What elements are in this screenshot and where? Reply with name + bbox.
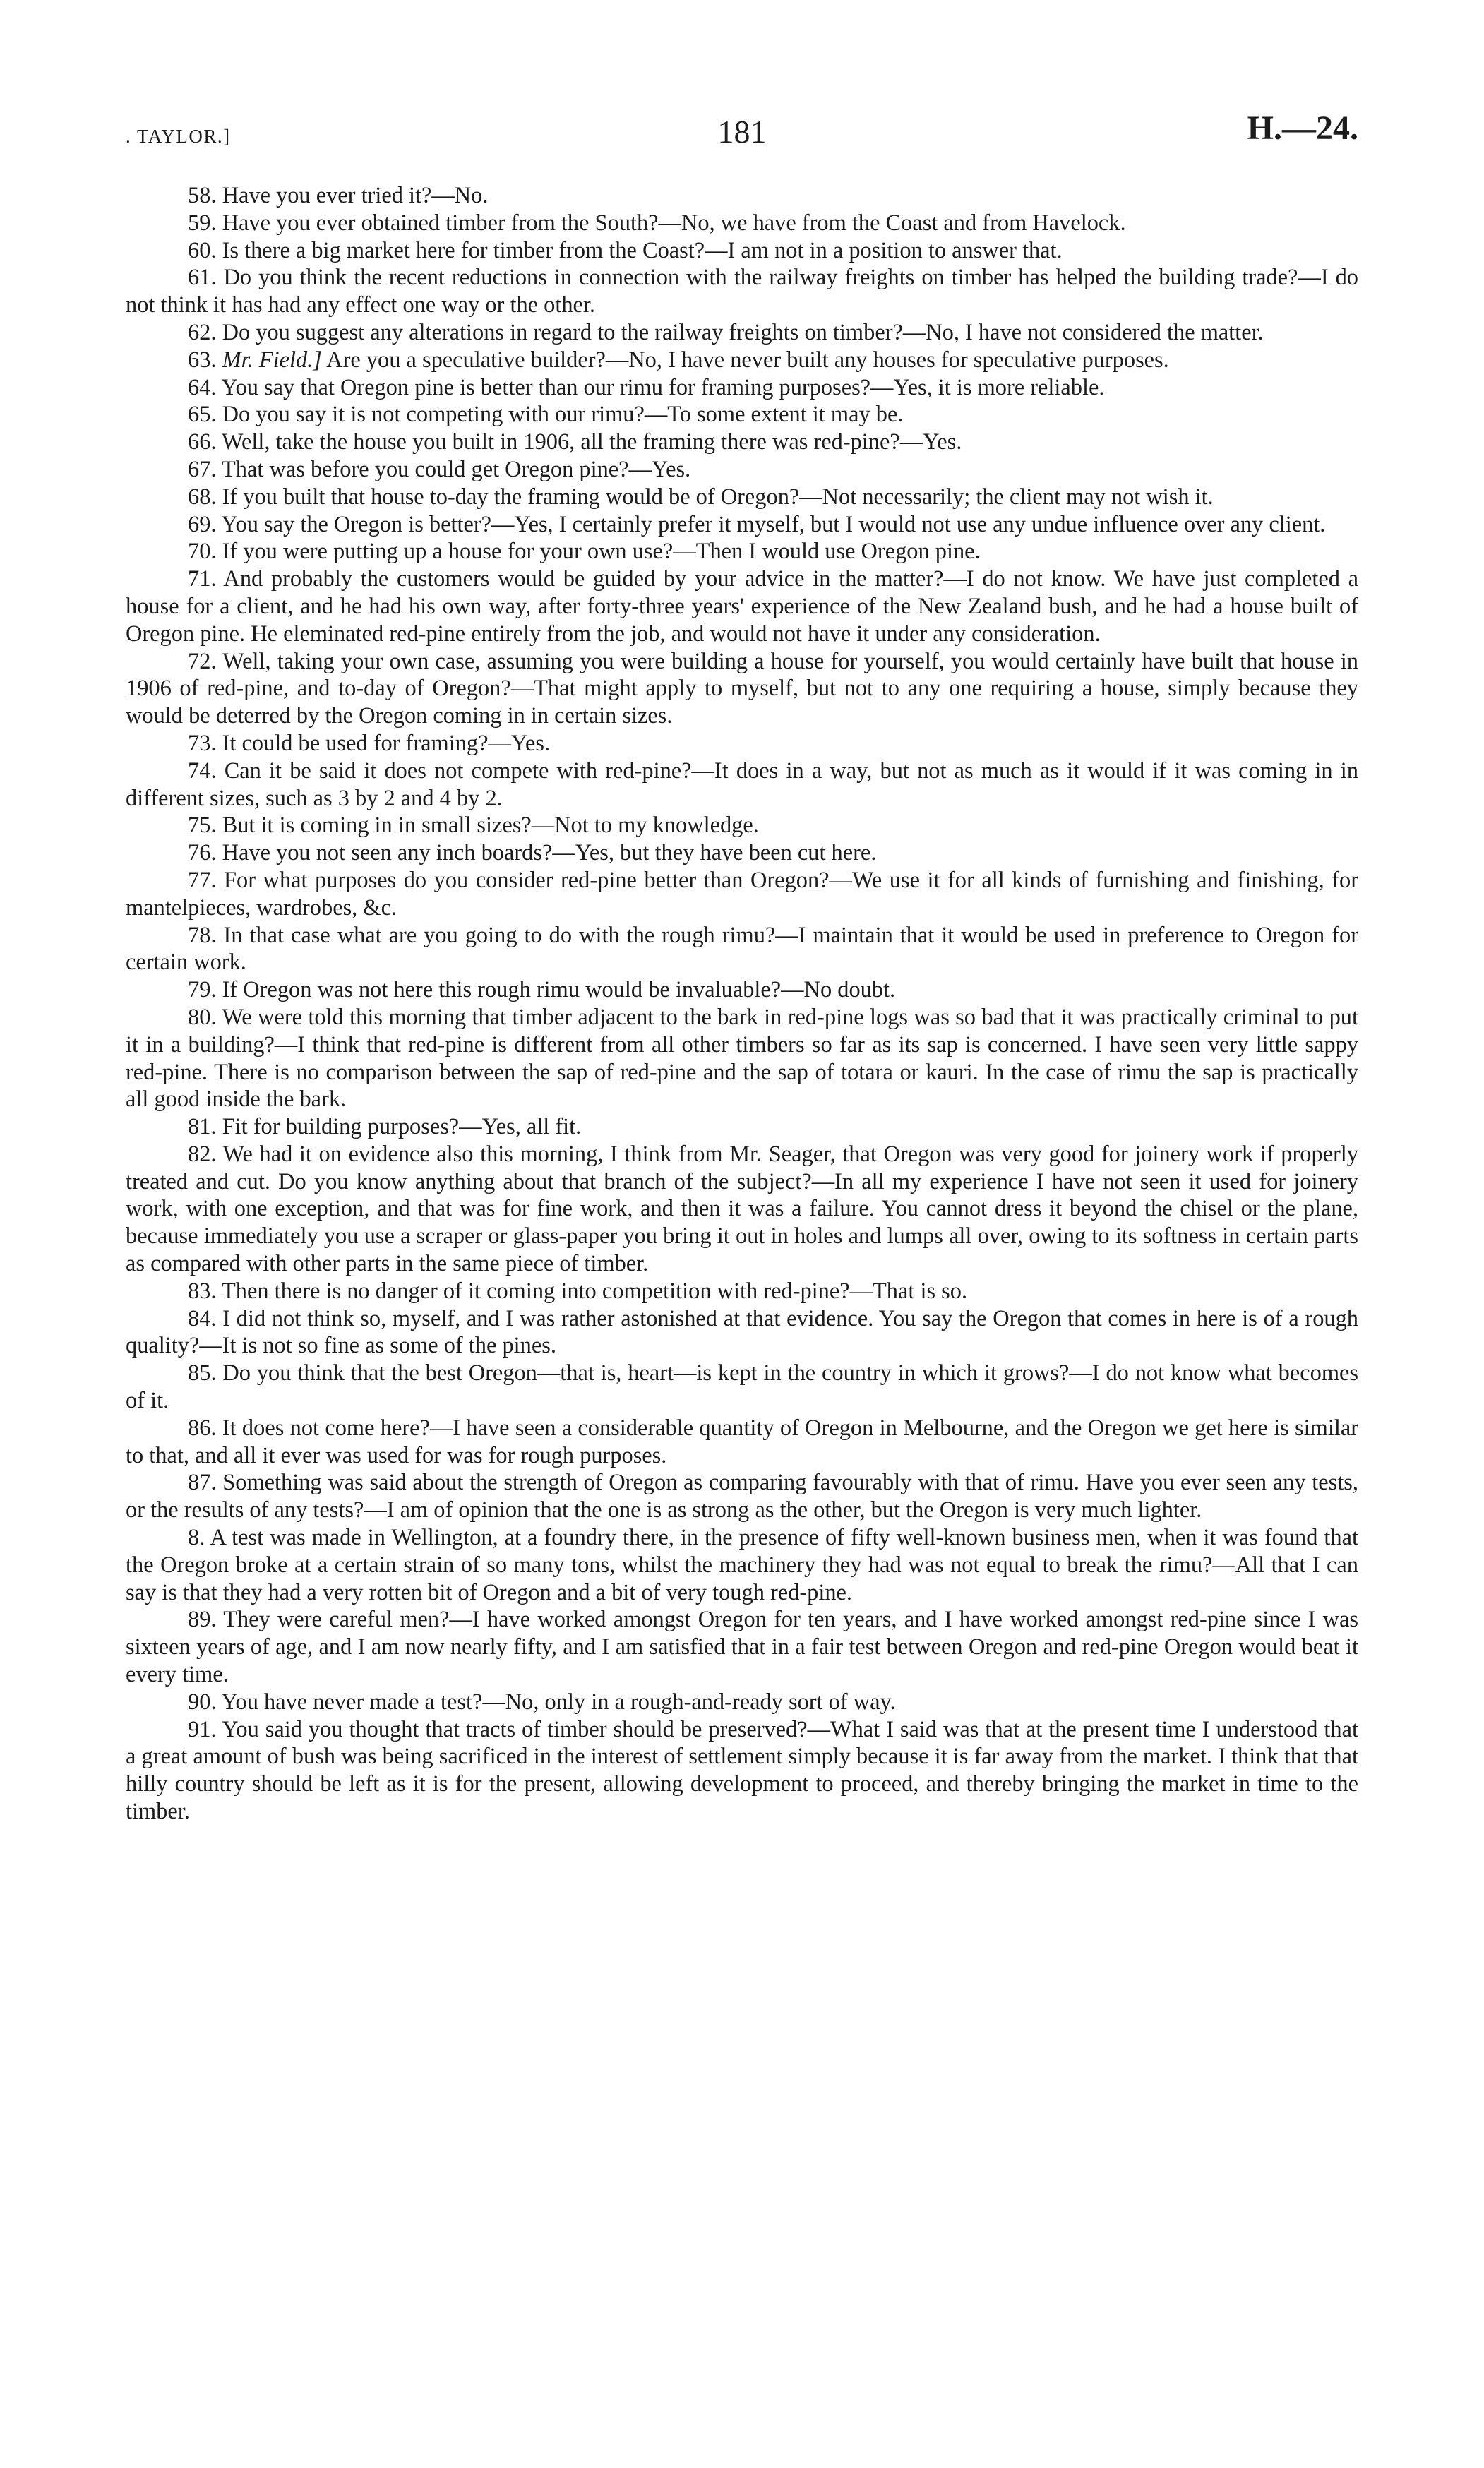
question-paragraph: 81. Fit for building purposes?—Yes, all fit. [188, 1114, 582, 1140]
question-paragraph: 80. We were told this morning that timber adjacent to the bark in red-pine logs was so bad that it was practically criminal to put it in a building?—I think that red-pine is different from all other timbers so far as its sap is concerned. I have seen very little sappy red-pine. There is no comparison between the sap of red-pine and the sap of totara or kauri. In the case of rimu the sap is practically all good inside the bark. [126, 1004, 1358, 1113]
question-paragraph: 90. You have never made a test?—No, only in a rough-and-ready sort of way. [188, 1689, 896, 1715]
question-paragraph: 64. You say that Oregon pine is better than our rimu for framing purposes?—Yes, it is more reliable. [188, 374, 1105, 400]
question-paragraph: 69. You say the Oregon is better?—Yes, I certainly prefer it myself, but I would not use any undue influence over any client. [188, 511, 1326, 537]
question-paragraph: 85. Do you think that the best Oregon—that is, heart—is kept in the country in which it grows?—I do not know what becomes of it. [126, 1360, 1359, 1414]
question-paragraph: 91. You said you thought that tracts of timber should be preserved?—What I said was that at the present time I understood that a great amount of bush was being sacrificed in the interest of settlement simply because it is far away from the market. I think that that hilly country should be left as it is for the present, allowing development to proceed, and thereby bringing the market in time to the timber. [126, 1716, 1358, 1825]
question-paragraph: 61. Do you think the recent reductions in connection with the railway freights on timber has helped the building trade?—I do not think it has had any effect one way or the other. [126, 265, 1358, 318]
question-paragraph: 82. We had it on evidence also this morning, I think from Mr. Seager, that Oregon was very good for joinery work if properly treated and cut. Do you know anything about that branch of the subject?—In all my experience I have not seen it used for joinery work, with one exception, and that was for fine work, and then it was a failure. You cannot dress it beyond the chisel or the plane, because immediately you use a scraper or glass-paper you bring it out in holes and lumps all over, owing to its softness in certain parts as compared with other parts in the same piece of timber. [126, 1141, 1358, 1277]
question-paragraph: 83. Then there is no danger of it coming into competition with red-pine?—That is so. [188, 1278, 968, 1304]
question-paragraph: 60. Is there a big market here for timber from the Coast?—I am not in a position to answer that. [188, 237, 1063, 263]
page-header [126, 104, 1358, 161]
question-paragraph: 62. Do you suggest any alterations in regard to the railway freights on timber?—No, I have not considered the matter. [188, 319, 1264, 345]
question-paragraph: 58. Have you ever tried it?—No. [188, 183, 489, 208]
question-paragraph: 72. Well, taking your own case, assuming you were building a house for yourself, you would certainly have built that house in 1906 of red-pine, and to-day of Oregon?—That might apply to myself, but not to any one requiring a house, simply because they would be deterred by the Oregon coming in in certain sizes. [126, 648, 1359, 729]
question-paragraph: 71. And probably the customers would be guided by your advice in the matter?—I do not know. We have just completed a house for a client, and he had his own way, after forty-three years' experience of the New Zealand bush, and he had a house built of Oregon pine. He eleminated red-pine entirely from the job, and would not have it under any consideration. [126, 566, 1358, 647]
question-paragraph: 84. I did not think so, myself, and I was rather astonished at that evidence. You say the Oregon that comes in here is of a rough quality?—It is not so fine as some of the pines. [126, 1305, 1358, 1359]
question-paragraph: 77. For what purposes do you consider red-pine better than Oregon?—We use it for all kinds of furnishing and finishing, for mantelpieces, wardrobes, &c. [126, 867, 1358, 921]
question-paragraph: 73. It could be used for framing?—Yes. [188, 730, 551, 756]
question-paragraph: 59. Have you ever obtained timber from the South?—No, we have from the Coast and from Havelock. [188, 210, 1126, 236]
question-paragraph: 76. Have you not seen any inch boards?—Yes, but they have been cut here. [188, 840, 877, 866]
question-paragraph: 65. Do you say it is not competing with our rimu?—To some extent it may be. [188, 402, 904, 428]
transcript-body [126, 182, 1358, 1826]
speaker-name: Mr. Field.] [222, 347, 322, 373]
witness-name: . TAYLOR.] [126, 126, 231, 147]
question-paragraph: 70. If you were putting up a house for your own use?—Then I would use Oregon pine. [188, 539, 981, 565]
question-paragraph: 63. Mr. Field.] Are you a speculative builder?—No, I have never built any houses for speculative purposes. [188, 347, 1169, 373]
question-paragraph: 86. It does not come here?—I have seen a considerable quantity of Oregon in Melbourne, and the Oregon we get here is similar to that, and all it ever was used for was for rough purposes. [126, 1415, 1358, 1468]
question-paragraph: 89. They were careful men?—I have worked amongst Oregon for ten years, and I have worked amongst red-pine since I was sixteen years of age, and I am now nearly fifty, and I am satisfied that in a fair test between Oregon and red-pine Oregon would beat it every time. [126, 1607, 1358, 1688]
question-paragraph: 74. Can it be said it does not compete with red-pine?—It does in a way, but not as much as it would if it was coming in in different sizes, such as 3 by 2 and 4 by 2. [126, 757, 1358, 811]
question-paragraph: 79. If Oregon was not here this rough rimu would be invaluable?—No doubt. [188, 977, 896, 1003]
document-reference: H.—24. [1247, 109, 1358, 147]
question-paragraph: 8. A test was made in Wellington, at a foundry there, in the presence of fifty well-known business men, when it was found that the Oregon broke at a certain strain of so many tons, whilst the machinery they had was not equal to break the rimu?—All that I can say is that they had a very rotten bit of Oregon and a bit of very tough red-pine. [126, 1525, 1359, 1605]
question-paragraph: 68. If you built that house to-day the framing would be of Oregon?—Not necessarily; the client may not wish it. [188, 484, 1214, 510]
page-number: 181 [717, 114, 767, 150]
question-paragraph: 87. Something was said about the strength of Oregon as comparing favourably with that of rimu. Have you ever seen any tests, or the results of any tests?—I am of opinion that the one is as strong as the other, but the Oregon is very much lighter. [126, 1470, 1358, 1523]
question-paragraph: 66. Well, take the house you built in 1906, all the framing there was red-pine?—Yes. [188, 429, 962, 455]
question-paragraph: 67. That was before you could get Oregon pine?—Yes. [188, 456, 691, 482]
question-paragraph: 78. In that case what are you going to do with the rough rimu?—I maintain that it would be used in preference to Oregon for certain work. [126, 922, 1358, 976]
question-paragraph: 75. But it is coming in in small sizes?—Not to my knowledge. [188, 813, 759, 839]
